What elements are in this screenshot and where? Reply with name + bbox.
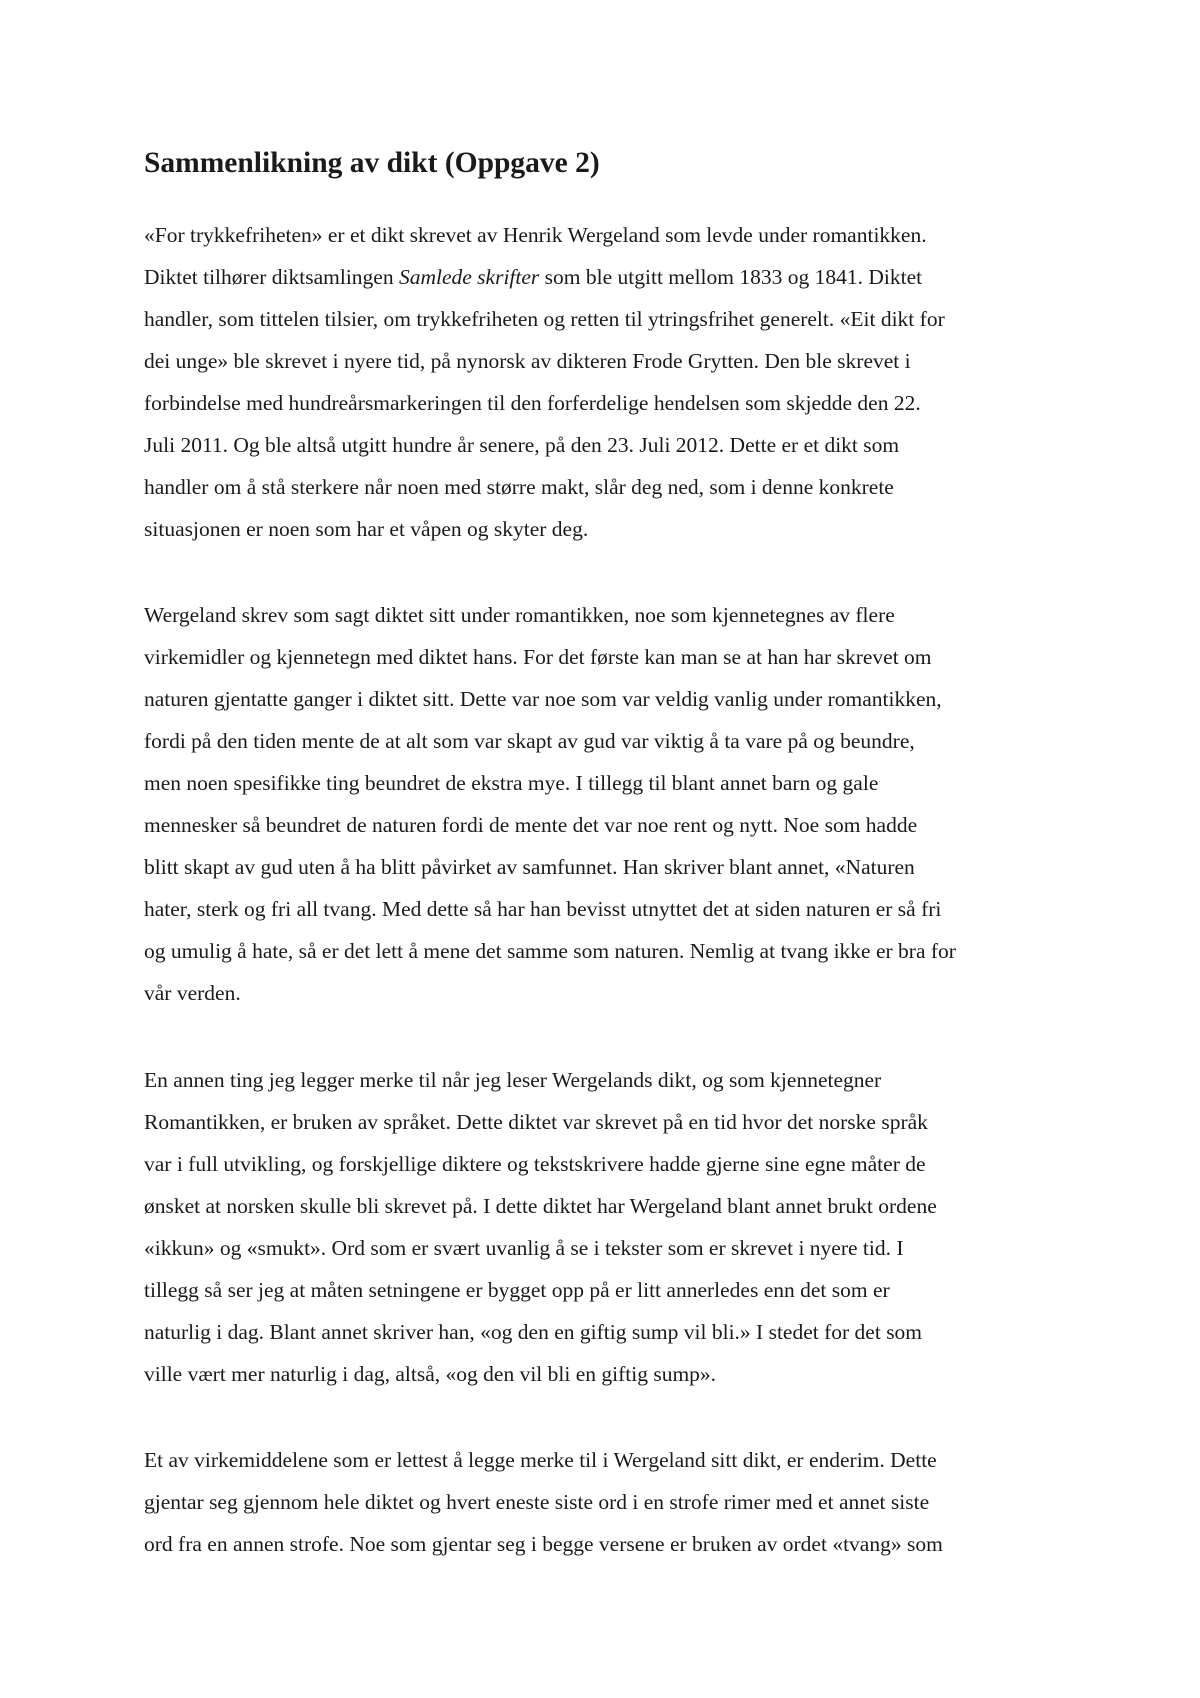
text-line: handler om å stå sterkere når noen med større makt, slår deg ned, som i denne konkrete bbox=[144, 475, 894, 499]
text-line: ønsket at norsken skulle bli skrevet på. I dette diktet har Wergeland blant annet brukt ordene bbox=[144, 1194, 937, 1218]
text-line: virkemidler og kjennetegn med diktet hans. For det første kan man se at han har skrevet om bbox=[144, 645, 932, 669]
text-line: var i full utvikling, og forskjellige diktere og tekstskrivere hadde gjerne sine egne måter de bbox=[144, 1152, 926, 1176]
text-line: Juli 2011. Og ble altså utgitt hundre år senere, på den 23. Juli 2012. Dette er et dikt som bbox=[144, 433, 900, 457]
text-line: forbindelse med hundreårsmarkeringen til den forferdelige hendelsen som skjedde den 22. bbox=[144, 391, 921, 415]
text-line: tillegg så ser jeg at måten setningene er bygget opp på er litt annerledes enn det som er bbox=[144, 1278, 890, 1302]
text-line bbox=[144, 256, 945, 298]
text-line: vår verden. bbox=[144, 981, 241, 1005]
text-line: «ikkun» og «smukt». Ord som er svært uvanlig å se i tekster som er skrevet i nyere tid. I bbox=[144, 1236, 904, 1260]
paragraph-4 bbox=[144, 1439, 943, 1565]
text-line: blitt skapt av gud uten å ha blitt påvirket av samfunnet. Han skriver blant annet, «Naturen bbox=[144, 855, 915, 879]
text-span: som ble utgitt mellom 1833 og 1841. Diktet bbox=[539, 265, 923, 289]
text-line: men noen spesifikke ting beundret de ekstra mye. I tillegg til blant annet barn og gale bbox=[144, 771, 879, 795]
paragraph-1 bbox=[144, 214, 945, 550]
document-title: Sammenlikning av dikt (Oppgave 2) bbox=[144, 147, 600, 179]
text-line: handler, som tittelen tilsier, om trykkefriheten og retten til ytringsfrihet generelt. «Eit dikt for bbox=[144, 307, 945, 331]
text-span: Diktet tilhører diktsamlingen bbox=[144, 265, 399, 289]
text-line: Romantikken, er bruken av språket. Dette diktet var skrevet på en tid hvor det norske språk bbox=[144, 1110, 928, 1134]
paragraph-2 bbox=[144, 594, 956, 1014]
text-line: gjentar seg gjennom hele diktet og hvert eneste siste ord i en strofe rimer med et annet siste bbox=[144, 1490, 930, 1514]
text-line: «For trykkefriheten» er et dikt skrevet av Henrik Wergeland som levde under romantikken. bbox=[144, 223, 927, 247]
italic-book-title: Samlede skrifter bbox=[398, 265, 540, 289]
text-line: hater, sterk og fri all tvang. Med dette så har han bevisst utnyttet det at siden naturen er så fri bbox=[144, 897, 942, 921]
text-line: ville vært mer naturlig i dag, altså, «og den vil bli en giftig sump». bbox=[144, 1362, 717, 1386]
text-line: naturlig i dag. Blant annet skriver han, «og den en giftig sump vil bli.» I stedet for det som bbox=[144, 1320, 923, 1344]
text-line: og umulig å hate, så er det lett å mene det samme som naturen. Nemlig at tvang ikke er bra for bbox=[144, 939, 956, 963]
text-line: fordi på den tiden mente de at alt som var skapt av gud var viktig å ta vare på og beundre, bbox=[144, 729, 915, 753]
text-line: dei unge» ble skrevet i nyere tid, på nynorsk av dikteren Frode Grytten. Den ble skrevet i bbox=[144, 349, 911, 373]
text-line: situasjonen er noen som har et våpen og skyter deg. bbox=[144, 517, 589, 541]
text-line: ord fra en annen strofe. Noe som gjentar seg i begge versene er bruken av ordet «tvang» som bbox=[144, 1532, 943, 1556]
text-line: mennesker så beundret de naturen fordi de mente det var noe rent og nytt. Noe som hadde bbox=[144, 813, 918, 837]
text-line: naturen gjentatte ganger i diktet sitt. Dette var noe som var veldig vanlig under romantikken, bbox=[144, 687, 942, 711]
text-line: Et av virkemiddelene som er lettest å legge merke til i Wergeland sitt dikt, er enderim. Dette bbox=[144, 1448, 937, 1472]
paragraph-3 bbox=[144, 1059, 937, 1395]
text-line: En annen ting jeg legger merke til når jeg leser Wergelands dikt, og som kjennetegner bbox=[144, 1068, 882, 1092]
text-line: Wergeland skrev som sagt diktet sitt under romantikken, noe som kjennetegnes av flere bbox=[144, 603, 895, 627]
